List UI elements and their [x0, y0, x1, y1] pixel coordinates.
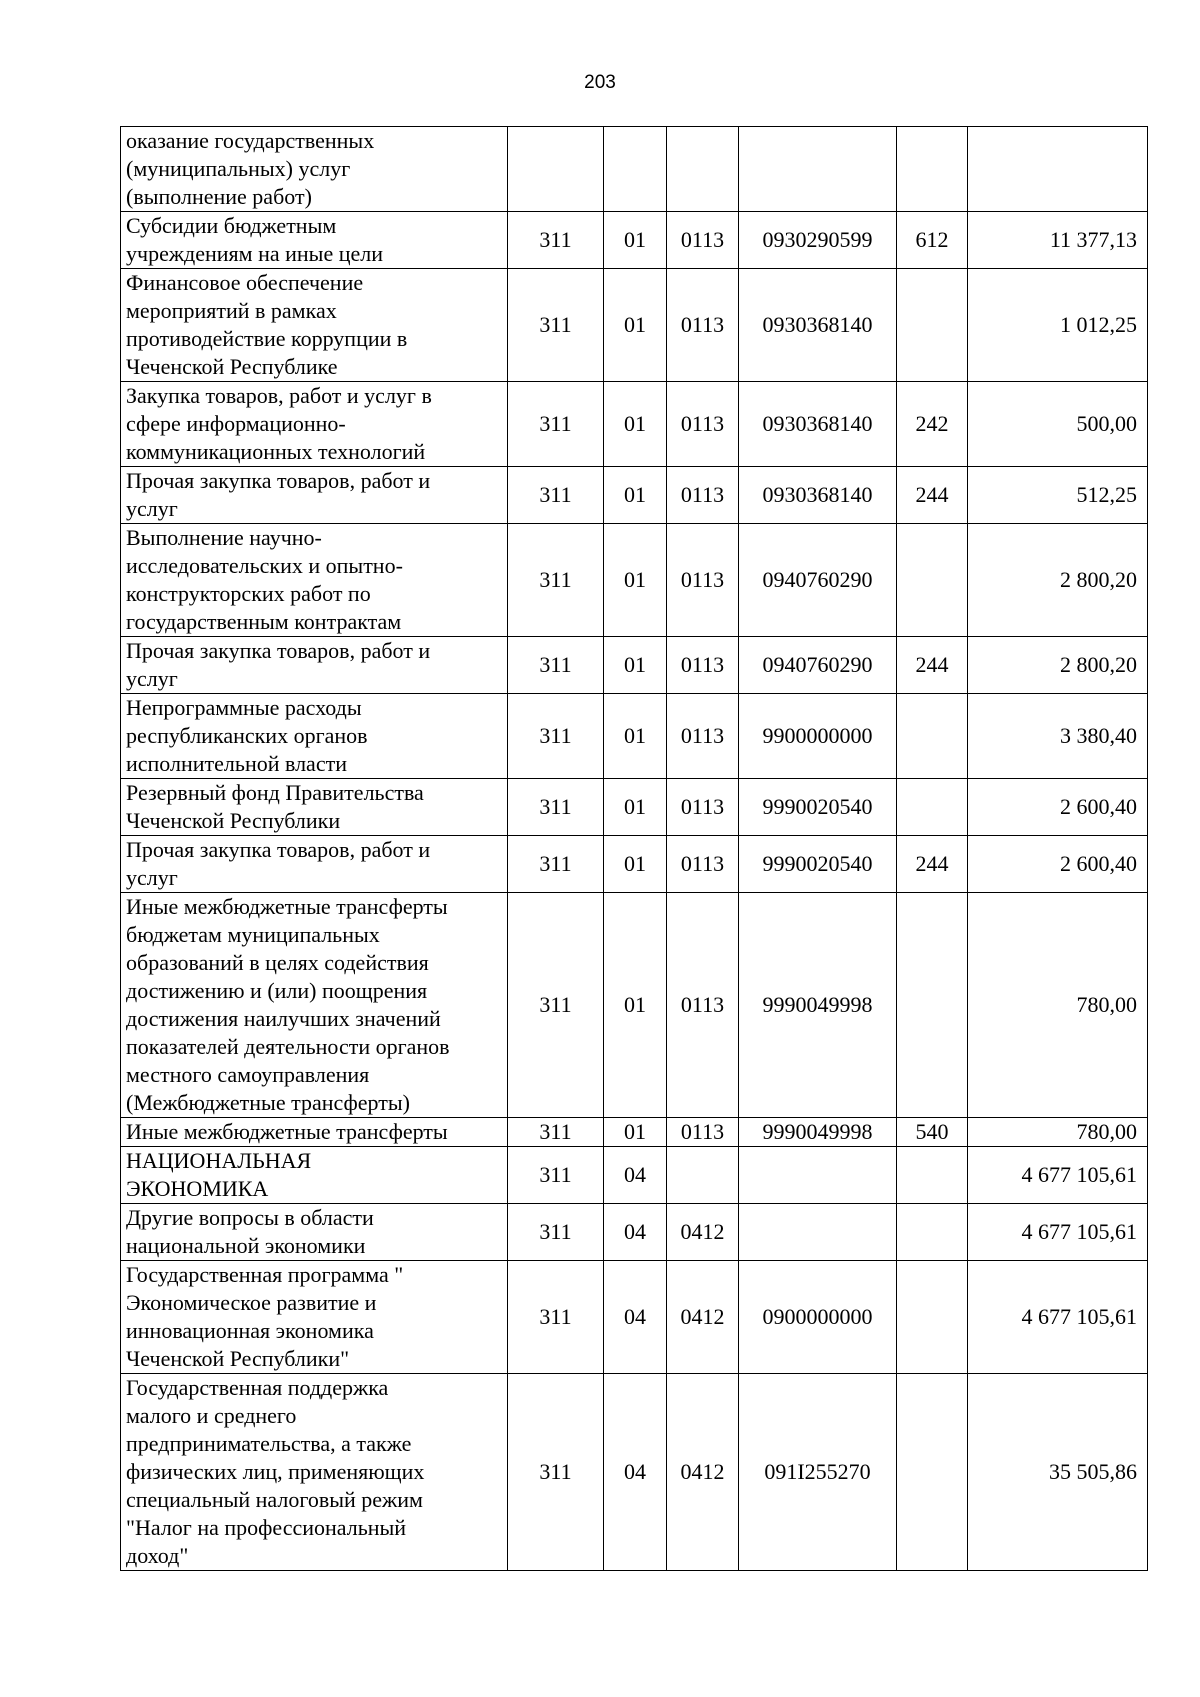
row-vr-cell: [897, 1261, 968, 1374]
row-ved-cell: 311: [508, 212, 604, 269]
row-csr-cell: 9900000000: [739, 694, 897, 779]
row-rz-cell: 01: [604, 694, 667, 779]
row-amount-cell: 780,00: [968, 1118, 1148, 1147]
row-ved-cell: 311: [508, 779, 604, 836]
row-pr-cell: 0113: [667, 893, 739, 1118]
row-ved-cell: 311: [508, 1147, 604, 1204]
row-amount-cell: 512,25: [968, 467, 1148, 524]
row-rz-cell: 01: [604, 269, 667, 382]
row-amount-cell: 2 600,40: [968, 779, 1148, 836]
row-vr-cell: [897, 1204, 968, 1261]
row-vr-cell: 612: [897, 212, 968, 269]
row-name-cell: НАЦИОНАЛЬНАЯ ЭКОНОМИКА: [121, 1147, 508, 1204]
row-rz-cell: 01: [604, 779, 667, 836]
row-name-cell: Непрограммные расходы республиканских органов исполнительной власти: [121, 694, 508, 779]
row-csr-cell: [739, 1204, 897, 1261]
row-csr-cell: [739, 127, 897, 212]
row-amount-cell: 4 677 105,61: [968, 1147, 1148, 1204]
row-amount-cell: 35 505,86: [968, 1374, 1148, 1571]
row-rz-cell: [604, 127, 667, 212]
row-rz-cell: 04: [604, 1261, 667, 1374]
row-amount-cell: 780,00: [968, 893, 1148, 1118]
row-ved-cell: 311: [508, 467, 604, 524]
row-rz-cell: 01: [604, 212, 667, 269]
row-rz-cell: 01: [604, 467, 667, 524]
row-csr-cell: 9990020540: [739, 779, 897, 836]
page-number: 203: [584, 72, 616, 93]
table-row: [121, 524, 1148, 637]
row-rz-cell: 04: [604, 1374, 667, 1571]
row-ved-cell: 311: [508, 524, 604, 637]
row-csr-cell: 091I255270: [739, 1374, 897, 1571]
table-row: [121, 127, 1148, 212]
row-amount-cell: 2 800,20: [968, 637, 1148, 694]
row-csr-cell: 0940760290: [739, 637, 897, 694]
table-row: [121, 1374, 1148, 1571]
row-name-cell: Государственная поддержка малого и среднего предпринимательства, а также физических лиц, применяющих специальный налоговый режим "Налог на профессиональный доход": [121, 1374, 508, 1571]
row-pr-cell: [667, 127, 739, 212]
row-amount-cell: 4 677 105,61: [968, 1204, 1148, 1261]
row-amount-cell: 2 600,40: [968, 836, 1148, 893]
table-row: [121, 893, 1148, 1118]
row-pr-cell: 0412: [667, 1374, 739, 1571]
row-name-cell: Закупка товаров, работ и услуг в сфере информационно- коммуникационных технологий: [121, 382, 508, 467]
row-pr-cell: 0113: [667, 779, 739, 836]
row-rz-cell: 04: [604, 1204, 667, 1261]
row-amount-cell: 4 677 105,61: [968, 1261, 1148, 1374]
row-rz-cell: 01: [604, 524, 667, 637]
row-name-cell: Другие вопросы в области национальной экономики: [121, 1204, 508, 1261]
row-amount-cell: 2 800,20: [968, 524, 1148, 637]
row-vr-cell: [897, 893, 968, 1118]
row-pr-cell: [667, 1147, 739, 1204]
row-pr-cell: 0113: [667, 212, 739, 269]
row-ved-cell: 311: [508, 1374, 604, 1571]
row-vr-cell: 244: [897, 637, 968, 694]
row-amount-cell: [968, 127, 1148, 212]
row-rz-cell: 01: [604, 1118, 667, 1147]
row-rz-cell: 01: [604, 637, 667, 694]
table-row: [121, 212, 1148, 269]
table-row: [121, 467, 1148, 524]
row-rz-cell: 01: [604, 836, 667, 893]
row-vr-cell: [897, 1374, 968, 1571]
row-pr-cell: 0113: [667, 467, 739, 524]
row-name-cell: оказание государственных (муниципальных) услуг (выполнение работ): [121, 127, 508, 212]
row-amount-cell: 1 012,25: [968, 269, 1148, 382]
table-row: [121, 637, 1148, 694]
table-row: [121, 836, 1148, 893]
table-row: [121, 1204, 1148, 1261]
row-amount-cell: 11 377,13: [968, 212, 1148, 269]
row-vr-cell: [897, 694, 968, 779]
row-ved-cell: 311: [508, 893, 604, 1118]
row-csr-cell: 0900000000: [739, 1261, 897, 1374]
row-rz-cell: 01: [604, 893, 667, 1118]
row-csr-cell: [739, 1147, 897, 1204]
row-csr-cell: 9990049998: [739, 1118, 897, 1147]
row-ved-cell: [508, 127, 604, 212]
row-name-cell: Прочая закупка товаров, работ и услуг: [121, 637, 508, 694]
row-csr-cell: 0930368140: [739, 269, 897, 382]
row-ved-cell: 311: [508, 1261, 604, 1374]
row-csr-cell: 0930290599: [739, 212, 897, 269]
row-csr-cell: 0940760290: [739, 524, 897, 637]
row-vr-cell: 540: [897, 1118, 968, 1147]
table-row: [121, 1147, 1148, 1204]
table-row: [121, 269, 1148, 382]
row-vr-cell: [897, 1147, 968, 1204]
row-amount-cell: 500,00: [968, 382, 1148, 467]
row-vr-cell: 242: [897, 382, 968, 467]
row-amount-cell: 3 380,40: [968, 694, 1148, 779]
row-name-cell: Иные межбюджетные трансферты: [121, 1118, 508, 1147]
row-pr-cell: 0113: [667, 269, 739, 382]
row-ved-cell: 311: [508, 694, 604, 779]
row-ved-cell: 311: [508, 382, 604, 467]
row-vr-cell: 244: [897, 836, 968, 893]
row-vr-cell: [897, 269, 968, 382]
row-ved-cell: 311: [508, 269, 604, 382]
row-pr-cell: 0412: [667, 1261, 739, 1374]
row-name-cell: Выполнение научно- исследовательских и опытно- конструкторских работ по государственным контрактам: [121, 524, 508, 637]
table-row: [121, 779, 1148, 836]
row-ved-cell: 311: [508, 1118, 604, 1147]
table-body: [121, 127, 1148, 1571]
row-pr-cell: 0412: [667, 1204, 739, 1261]
row-vr-cell: [897, 524, 968, 637]
row-csr-cell: 0930368140: [739, 467, 897, 524]
row-name-cell: Государственная программа " Экономическое развитие и инновационная экономика Чеченской Республики": [121, 1261, 508, 1374]
row-name-cell: Прочая закупка товаров, работ и услуг: [121, 836, 508, 893]
row-vr-cell: [897, 127, 968, 212]
row-pr-cell: 0113: [667, 1118, 739, 1147]
row-vr-cell: [897, 779, 968, 836]
row-csr-cell: 9990020540: [739, 836, 897, 893]
row-rz-cell: 04: [604, 1147, 667, 1204]
row-name-cell: Резервный фонд Правительства Чеченской Республики: [121, 779, 508, 836]
row-ved-cell: 311: [508, 637, 604, 694]
row-pr-cell: 0113: [667, 836, 739, 893]
row-vr-cell: 244: [897, 467, 968, 524]
row-name-cell: Иные межбюджетные трансферты бюджетам муниципальных образований в целях содействия достижению и (или) поощрения достижения наилучших значений показателей деятельности органов местного самоуправления (Межбюджетные трансферты): [121, 893, 508, 1118]
row-csr-cell: 0930368140: [739, 382, 897, 467]
row-pr-cell: 0113: [667, 637, 739, 694]
row-pr-cell: 0113: [667, 524, 739, 637]
table-row: [121, 694, 1148, 779]
row-pr-cell: 0113: [667, 382, 739, 467]
row-ved-cell: 311: [508, 1204, 604, 1261]
row-pr-cell: 0113: [667, 694, 739, 779]
row-name-cell: Прочая закупка товаров, работ и услуг: [121, 467, 508, 524]
row-name-cell: Финансовое обеспечение мероприятий в рамках противодействие коррупции в Чеченской Республике: [121, 269, 508, 382]
row-csr-cell: 9990049998: [739, 893, 897, 1118]
budget-table: [120, 126, 1148, 1571]
row-name-cell: Субсидии бюджетным учреждениям на иные цели: [121, 212, 508, 269]
row-rz-cell: 01: [604, 382, 667, 467]
table-row: [121, 1118, 1148, 1147]
table-row: [121, 1261, 1148, 1374]
table-row: [121, 382, 1148, 467]
row-ved-cell: 311: [508, 836, 604, 893]
